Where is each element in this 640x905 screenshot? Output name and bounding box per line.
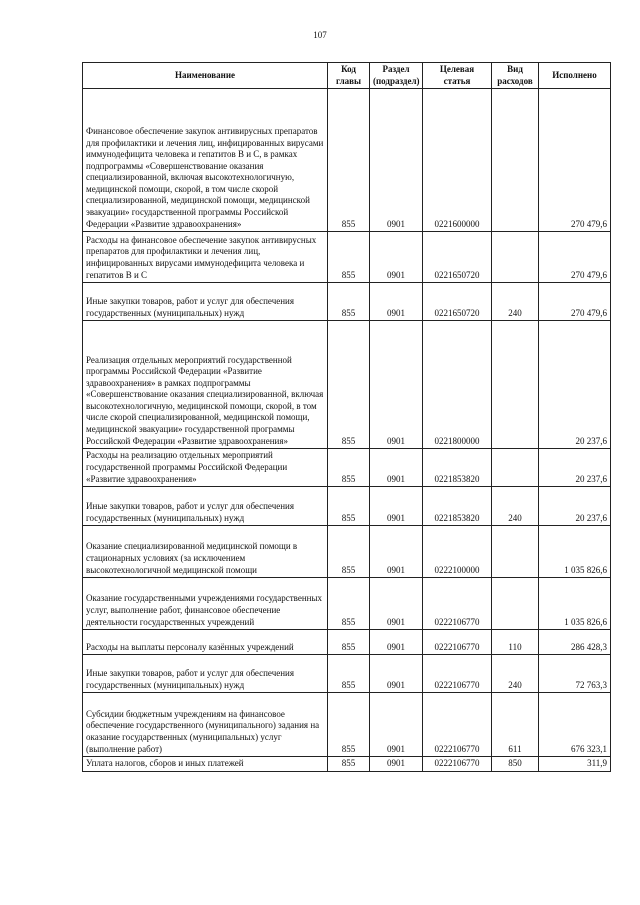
header-section: Раздел (подраздел) (370, 63, 423, 89)
row-code: 855 (328, 321, 370, 449)
header-type: Вид расходов (492, 63, 539, 89)
row-name: Расходы на выплаты персоналу казённых учреждений (83, 630, 328, 655)
row-type (492, 449, 539, 487)
row-section: 0901 (370, 232, 423, 283)
row-target: 0222106770 (423, 630, 492, 655)
row-executed: 20 237,6 (539, 321, 611, 449)
row-code: 855 (328, 232, 370, 283)
header-row (83, 63, 611, 89)
row-type: 240 (492, 283, 539, 321)
row-type: 110 (492, 630, 539, 655)
row-target: 0221800000 (423, 321, 492, 449)
row-section: 0901 (370, 526, 423, 578)
row-code: 855 (328, 630, 370, 655)
row-code: 855 (328, 283, 370, 321)
row-name: Оказание государственными учреждениями государственных услуг, выполнение работ, финансовое обеспечение деятельности государственных учреждений (83, 578, 328, 630)
row-name: Иные закупки товаров, работ и услуг для обеспечения государственных (муниципальных) нужд (83, 283, 328, 321)
row-name: Иные закупки товаров, работ и услуг для обеспечения государственных (муниципальных) нужд (83, 655, 328, 693)
row-type: 850 (492, 757, 539, 772)
table-row (83, 693, 611, 757)
row-code: 855 (328, 757, 370, 772)
row-name: Уплата налогов, сборов и иных платежей (83, 757, 328, 772)
row-code: 855 (328, 487, 370, 526)
row-executed: 286 428,3 (539, 630, 611, 655)
row-target: 0221853820 (423, 449, 492, 487)
row-code: 855 (328, 578, 370, 630)
table-row (83, 321, 611, 449)
row-section: 0901 (370, 630, 423, 655)
row-name: Иные закупки товаров, работ и услуг для обеспечения государственных (муниципальных) нужд (83, 487, 328, 526)
row-code: 855 (328, 89, 370, 232)
row-executed: 72 763,3 (539, 655, 611, 693)
row-name: Расходы на реализацию отдельных мероприятий государственной программы Российской Федерации «Развитие здравоохранения» (83, 449, 328, 487)
header-code: Код главы (328, 63, 370, 89)
row-type (492, 89, 539, 232)
row-executed: 1 035 826,6 (539, 578, 611, 630)
row-executed: 270 479,6 (539, 283, 611, 321)
table-row (83, 232, 611, 283)
row-section: 0901 (370, 757, 423, 772)
row-target: 0222100000 (423, 526, 492, 578)
row-target: 0221650720 (423, 283, 492, 321)
row-target: 0222106770 (423, 655, 492, 693)
row-type: 611 (492, 693, 539, 757)
row-executed: 270 479,6 (539, 89, 611, 232)
row-type: 240 (492, 487, 539, 526)
row-section: 0901 (370, 449, 423, 487)
row-section: 0901 (370, 283, 423, 321)
row-name: Субсидии бюджетным учреждениям на финансовое обеспечение государственного (муниципального) задания на оказание государственных (муниципальных) услуг (выполнение работ) (83, 693, 328, 757)
row-executed: 676 323,1 (539, 693, 611, 757)
row-name: Оказание специализированной медицинской помощи в стационарных условиях (за исключением высокотехнологичной медицинской помощи (83, 526, 328, 578)
row-type: 240 (492, 655, 539, 693)
row-code: 855 (328, 449, 370, 487)
table-row (83, 655, 611, 693)
row-target: 0222106770 (423, 693, 492, 757)
row-target: 0221650720 (423, 232, 492, 283)
row-executed: 20 237,6 (539, 487, 611, 526)
row-type (492, 526, 539, 578)
header-executed: Исполнено (539, 63, 611, 89)
row-executed: 270 479,6 (539, 232, 611, 283)
row-section: 0901 (370, 89, 423, 232)
table-row (83, 89, 611, 232)
table-row (83, 630, 611, 655)
row-executed: 311,9 (539, 757, 611, 772)
table-row (83, 487, 611, 526)
row-section: 0901 (370, 487, 423, 526)
row-section: 0901 (370, 578, 423, 630)
row-type (492, 578, 539, 630)
row-section: 0901 (370, 693, 423, 757)
row-executed: 1 035 826,6 (539, 526, 611, 578)
header-name: Наименование (83, 63, 328, 89)
table-row (83, 449, 611, 487)
row-name: Расходы на финансовое обеспечение закупок антивирусных препаратов для профилактики и лечения лиц, инфицированных вирусами иммунодефицита человека и гепатитов В и С (83, 232, 328, 283)
row-name: Реализация отдельных мероприятий государственной программы Российской Федерации «Развитие здравоохранения» в рамках подпрограммы «Совершенствование оказания специализированной, включая высокотехнологичную, медицинской помощи, скорой, в том числе скорой специализированной, медицинской помощи, медицинской эвакуации» государственной программы Российской Федерации «Развитие здравоохранения» (83, 321, 328, 449)
row-code: 855 (328, 655, 370, 693)
row-target: 0222106770 (423, 757, 492, 772)
table-row (83, 578, 611, 630)
row-target: 0221600000 (423, 89, 492, 232)
table-row (83, 526, 611, 578)
table-row (83, 283, 611, 321)
budget-table (82, 62, 611, 772)
header-target: Целевая статья (423, 63, 492, 89)
row-target: 0222106770 (423, 578, 492, 630)
page-number: 107 (313, 30, 327, 40)
row-type (492, 321, 539, 449)
row-target: 0221853820 (423, 487, 492, 526)
row-executed: 20 237,6 (539, 449, 611, 487)
row-code: 855 (328, 526, 370, 578)
row-section: 0901 (370, 655, 423, 693)
row-name: Финансовое обеспечение закупок антивирусных препаратов для профилактики и лечения лиц, инфицированных вирусами иммунодефицита человека и гепатитов В и С, в рамках подпрограммы «Совершенствование оказания специализированной, включая высокотехнологичную, медицинской помощи, скорой, в том числе скорой специализированной, медицинской помощи, медицинской эвакуации» государственной программы Российской Федерации «Развитие здравоохранения» (83, 89, 328, 232)
row-code: 855 (328, 693, 370, 757)
row-section: 0901 (370, 321, 423, 449)
table-row (83, 757, 611, 772)
row-type (492, 232, 539, 283)
